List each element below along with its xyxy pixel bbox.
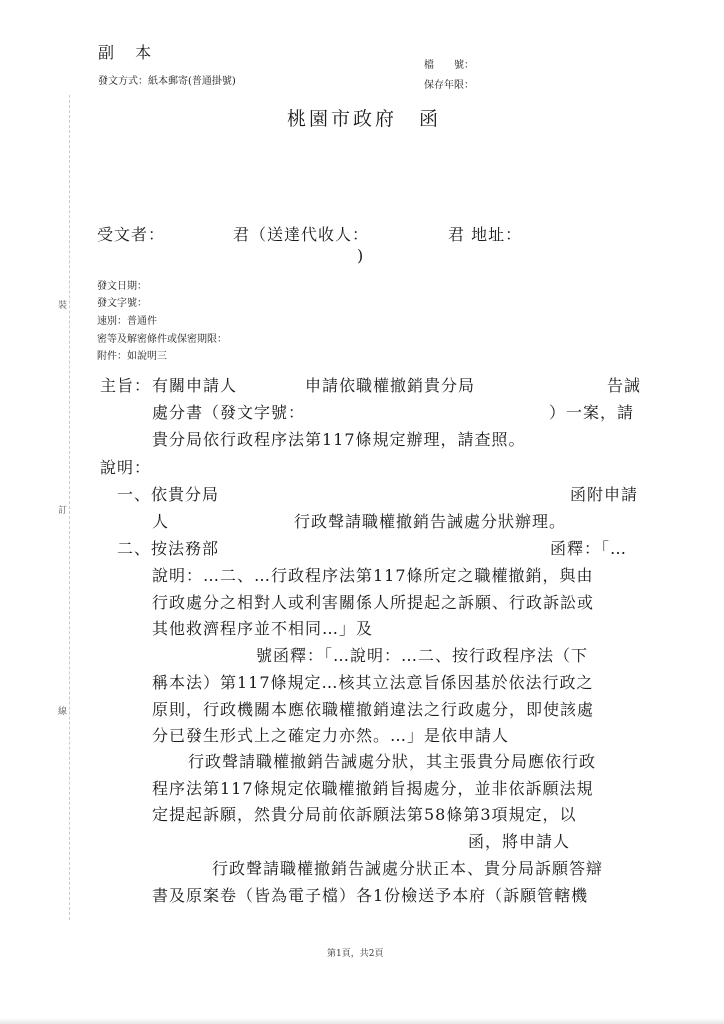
send-method: 發文方式：紙本郵寄(普通掛號) [98,76,236,87]
subject-line2-b: ）一案，請 [549,403,635,422]
page-edge [0,1018,724,1024]
retention-label: 保存年限： [424,80,474,91]
recipient-label: 受文者： [97,225,166,244]
binding-mark-xian: 線 [58,707,68,717]
item1-line2-a: 人 [152,512,170,531]
explanation-label: 說明： [100,458,152,477]
file-number-label: 檔 號： [424,60,474,71]
binding-mark-zhuang: 裝 [58,301,68,311]
item2-text-line: 原則，行政機關本應依職權撤銷違法之行政處分，即使該處 [152,700,595,719]
item2-text-line: 稱本法）第117條規定…核其立法意旨係因基於依法行政之 [152,673,594,692]
item2-text-line: 其他救濟程序並不相同…」及 [152,619,374,638]
binding-line [69,95,70,920]
item1-line1-a: 一、依貴分局 [117,485,220,504]
item1-line2-b: 行政聲請職權撤銷告誡處分狀辦理。 [294,512,567,531]
subject-line1-c: 告誡 [607,376,642,395]
item2-line1-b: 函釋：「… [550,539,628,558]
copy-label: 副 本 [98,43,160,62]
subject-line1-a: 有關申請人 [152,376,238,395]
item2-line1-a: 二、按法務部 [117,539,220,558]
item2-text-line: 號函釋：「…說明：…二、按行政程序法（下 [256,646,589,665]
subject-label: 主旨： [100,376,152,395]
subject-line2-a: 處分書（發文字號： [152,403,306,422]
binding-mark-ding: 訂 [58,506,68,516]
item2-text-line: 程序法第117條規定依職權撤銷旨揭處分，並非依訴願法規 [152,779,594,798]
item2-text-line: 行政聲請職權撤銷告誡處分狀正本、貴分局訴願答辯 [212,859,604,878]
item2-text-line: 行政聲請職權撤銷告誡處分狀，其主張貴分局應依行政 [188,752,597,771]
item2-text-line: 函，將申請人 [468,832,571,851]
recipient-close-paren: ) [357,246,365,265]
item2-text-line: 分已發生形式上之確定力亦然。…」是依申請人 [152,726,510,745]
recipient-address: 君 地址： [448,225,523,244]
subject-line3: 貴分局依行政程序法第117條規定辦理，請查照。 [152,430,526,449]
document-title: 桃園市政府 函 [287,108,442,130]
page-number: 第1頁，共2頁 [327,949,384,959]
item2-text-line: 書及原案卷（皆為電子檔）各1份檢送予本府（訴願管轄機 [152,886,589,905]
meta-date: 發文日期： [97,281,147,292]
recipient-agent: 君（送達代收人： [233,225,370,244]
subject-line1-b: 申請依職權撤銷貴分局 [305,376,476,395]
item2-text-line: 定提起訴願，然貴分局前依訴願法第58條第3項規定，以 [152,805,577,824]
meta-attachment: 附件：如說明三 [97,351,167,362]
item2-text-line: 行政處分之相對人或利害關係人所提起之訴願、行政訴訟或 [152,593,595,612]
item1-line1-b: 函附申請 [570,485,639,504]
meta-speed: 速別：普通件 [97,316,157,327]
meta-doc-number: 發文字號： [97,298,147,309]
item2-text-line: 說明：…二、…行政程序法第117條所定之職權撤銷，與由 [152,566,594,585]
meta-classification: 密等及解密條件或保密期限： [97,334,227,345]
